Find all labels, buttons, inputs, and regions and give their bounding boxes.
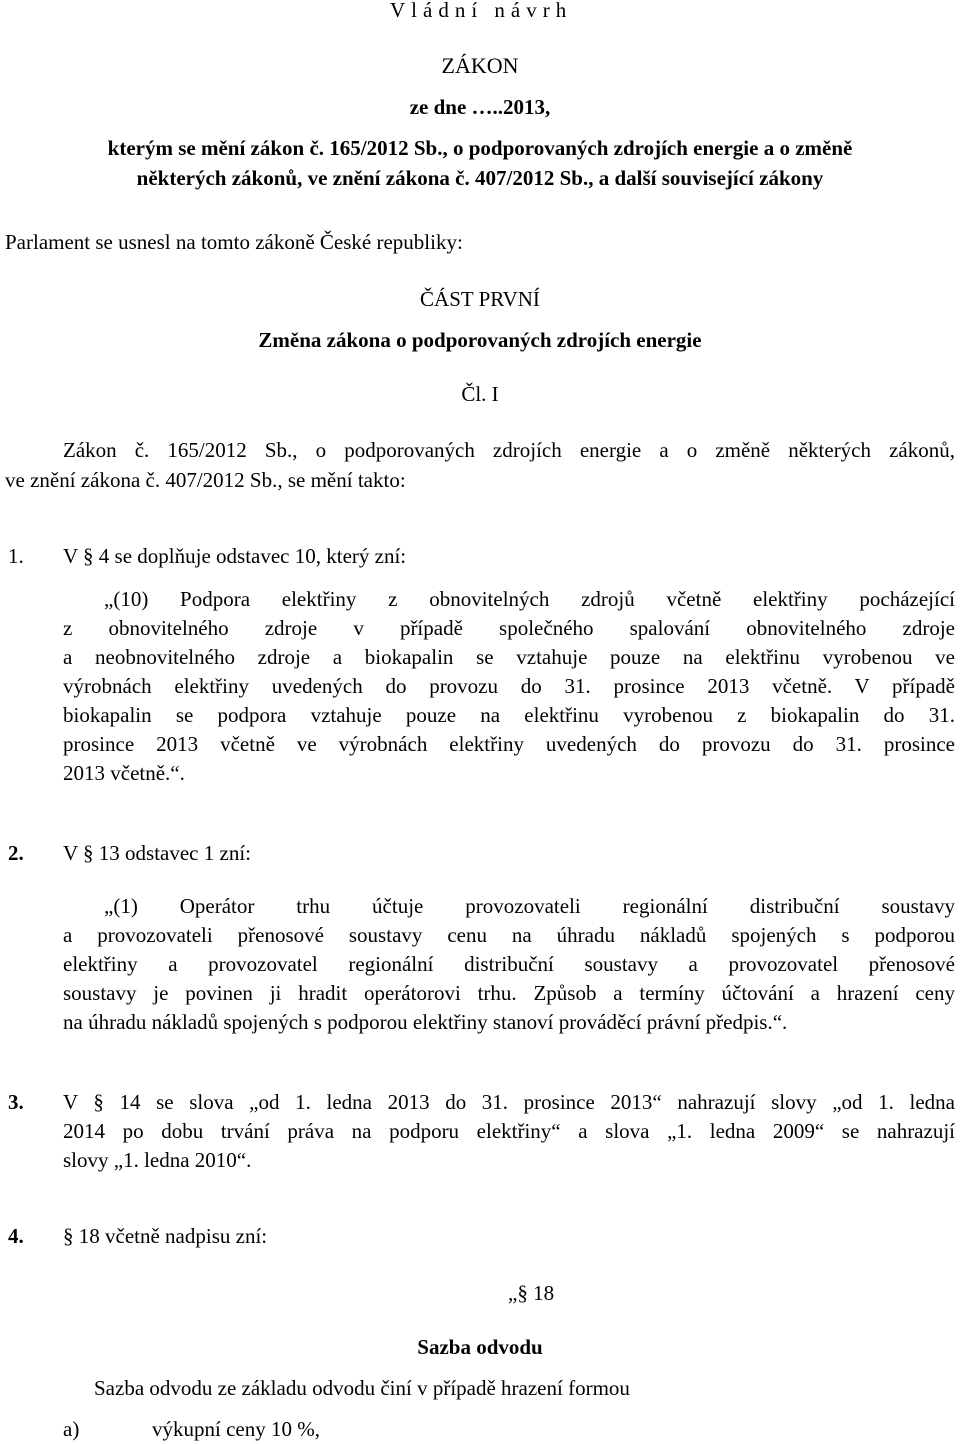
act-subject-line-1: kterým se mění zákon č. 165/2012 Sb., o podporovaných zdrojích energie a o změně	[107, 136, 853, 160]
draft-label: Vládní návrh	[390, 0, 573, 22]
point-number: 4.	[8, 1224, 24, 1248]
point-text-line: soustavy je povinen ji hradit operátorovi trhu. Způsob a termíny účtování a hrazení ceny	[63, 981, 955, 1005]
list-item-text: výkupní ceny 10 %,	[152, 1417, 320, 1441]
point-number: 2.	[8, 841, 24, 865]
point-text-line: prosince 2013 včetně ve výrobnách elektřiny uvedených do provozu do 31. prosince	[63, 732, 955, 756]
section-title: Sazba odvodu	[417, 1335, 543, 1359]
act-subject-line-2: některých zákonů, ve znění zákona č. 407/2012 Sb., a další související zákony	[136, 166, 824, 190]
point-text-line: a neobnovitelného zdroje a biokapalin se vztahuje pouze na elektřinu vyrobenou ve	[63, 645, 955, 669]
section-label: „§ 18	[508, 1281, 555, 1305]
point-text-line: biokapalin se podpora vztahuje pouze na elektřinu vyrobenou z biokapalin do 31.	[63, 703, 955, 727]
point-text-last-line: slovy „1. ledna 2010“.	[63, 1148, 252, 1172]
act-title: ZÁKON	[441, 53, 519, 78]
article-intro-line-1: Zákon č. 165/2012 Sb., o podporovaných zdrojích energie a o změně některých zákonů,	[63, 438, 955, 462]
list-item-marker: a)	[63, 1417, 80, 1441]
point-number: 3.	[8, 1090, 24, 1114]
point-text-line: elektřiny a provozovatel regionální distribuční soustavy a provozovatel přenosové	[63, 952, 955, 976]
point-text-line: „(10) Podpora elektřiny z obnovitelných zdrojů včetně elektřiny pocházející	[104, 587, 955, 611]
point-text-line: výrobnách elektřiny uvedených do provozu do 31. prosince 2013 včetně. V případě	[63, 674, 955, 698]
point-heading: V § 13 odstavec 1 zní:	[63, 841, 251, 865]
article-intro-line-2: ve znění zákona č. 407/2012 Sb., se mění takto:	[5, 468, 406, 492]
point-text-line: „(1) Operátor trhu účtuje provozovateli regionální distribuční soustavy	[104, 894, 955, 918]
point-number: 1.	[8, 544, 24, 568]
point-text-line: z obnovitelného zdroje v případě společného spalování obnovitelného zdroje	[63, 616, 955, 640]
article-label: Čl. I	[461, 382, 499, 406]
part-label: ČÁST PRVNÍ	[420, 287, 540, 311]
point-text-last-line: 2013 včetně.“.	[63, 761, 185, 785]
point-text-last-line: na úhradu nákladů spojených s podporou elektřiny stanoví prováděcí právní předpis.“.	[63, 1010, 788, 1034]
part-title: Změna zákona o podporovaných zdrojích energie	[258, 328, 702, 352]
point-text-line: a provozovateli přenosové soustavy cenu na úhradu nákladů spojených s podporou	[63, 923, 955, 947]
act-date: ze dne …..2013,	[409, 95, 551, 119]
section-intro: Sazba odvodu ze základu odvodu činí v případě hrazení formou	[94, 1376, 630, 1400]
point-text-line: 2014 po dobu trvání práva na podporu elektřiny“ a slova „1. ledna 2009“ se nahrazují	[63, 1119, 955, 1143]
preamble: Parlament se usnesl na tomto zákoně České republiky:	[5, 230, 463, 254]
point-heading: § 18 včetně nadpisu zní:	[63, 1224, 268, 1248]
point-text-line: V § 14 se slova „od 1. ledna 2013 do 31. prosince 2013“ nahrazují slovy „od 1. ledna	[63, 1090, 955, 1114]
point-heading: V § 4 se doplňuje odstavec 10, který zní:	[63, 544, 407, 568]
